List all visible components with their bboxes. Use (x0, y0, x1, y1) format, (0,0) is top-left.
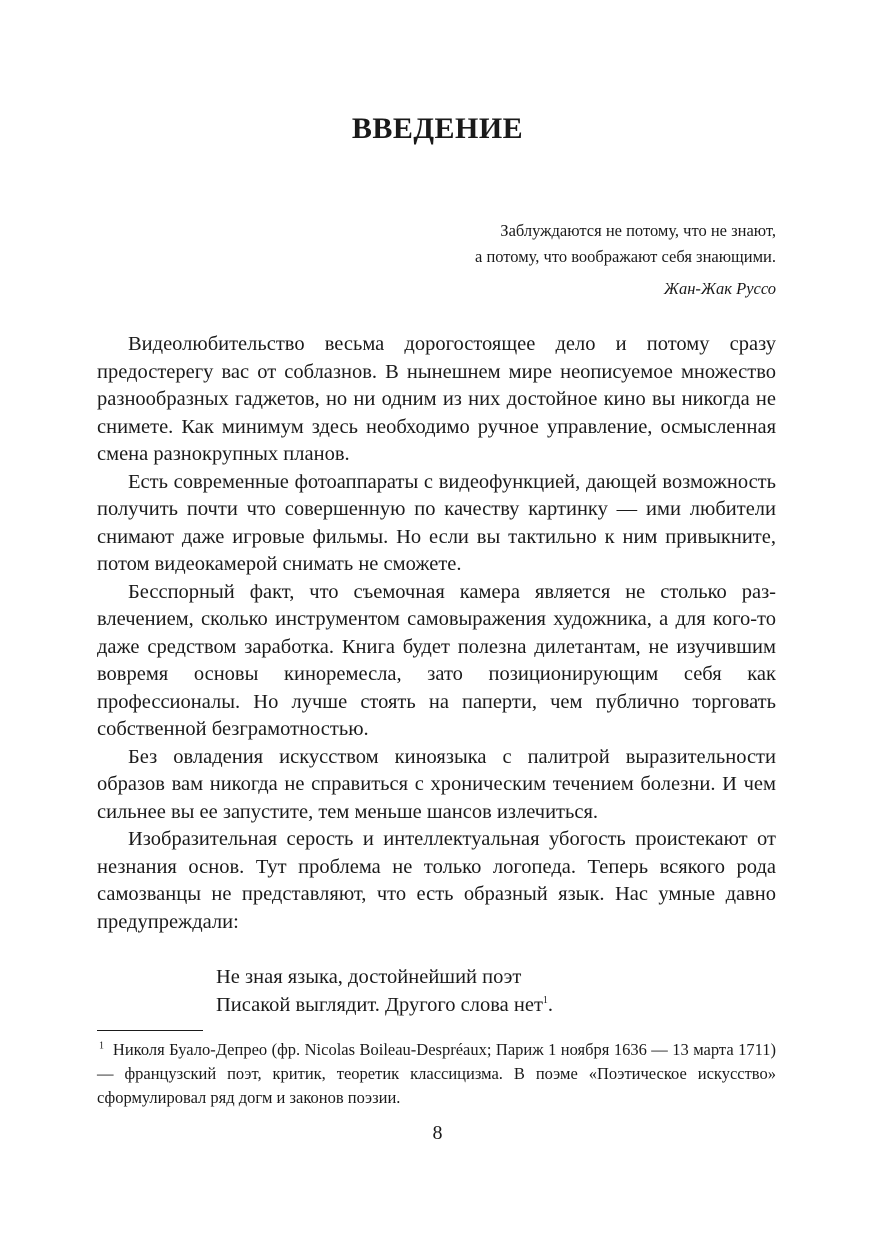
chapter-title: ВВЕДЕНИЕ (351, 112, 524, 145)
footnote (97, 1038, 776, 1110)
verse-line-1: Не зная языка, достойнейший поэт (216, 966, 522, 988)
page-number: 8 (432, 1122, 443, 1144)
verse-quote (216, 963, 553, 1019)
verse-line-2: Писакой выглядит. Другого слова нет$^1$. (216, 994, 554, 1016)
paragraph: Видеолюбительство весьма дорогостоящее дело и потому сразу предостерегу вас от соблазнов. В нынешнем мире неописуемое множество разнообразных гаджетов, но ни одним из них достойное кино вы никогда не снимете. Как минимум здесь необходимо ручное управление, осмысленная смена разнокрупных планов. (97, 333, 776, 465)
paragraph: Изобразительная серость и интеллектуальная убогость проистекают от незнания основ. Тут проблема не только логопеда. Теперь всякого рода самозванцы не представляют, что есть образный язык. Нас умные давно предупреждали: (97, 828, 776, 933)
paragraph: Без овладения искусством киноязыка с палитрой выразительности образов вам никогда не справиться с хроническим течением болезни. И чем сильнее вы ее запустите, тем меньше шансов излечиться. (97, 745, 776, 823)
paragraph: Есть современные фотоаппараты с видеофункцией, дающей возможность получить почти что совершенную по качеству картинку — ими любители снимают даже игровые фильмы. Но если вы тактильно к ним привыкните, потом видеокамерой снимать не сможете. (97, 470, 776, 575)
epigraph-line-1: Заблуждаются не потому, что не знают, (500, 221, 776, 240)
body-text (97, 331, 776, 936)
footnote-marker: 1 (99, 1040, 104, 1052)
paragraph: Бесспорный факт, что съемочная камера является не столько развлечением, сколько инструментом самовыражения художника, а для кого-то даже средством заработка. Книга будет полезна дилетантам, не изучившим вовремя основы кинoремесла, зато позиционирующим себя как профессионалы. Но лучше стоять на паперти, чем публично торговать собственной безграмотностью. (97, 580, 776, 740)
epigraph-line-2: а потому, что воображают себя знающими. (475, 247, 776, 266)
epigraph (316, 218, 776, 302)
epigraph-author: Жан-Жак Руссо (663, 279, 776, 298)
verse-line-2-text: Писакой выглядит. Другого слова нет (216, 994, 543, 1016)
footnote-divider (97, 1030, 203, 1031)
footnote-text: Николя Буало-Депрео (фр. Nicolas Boileau-Despréaux; Париж 1 ноября 1636 — 13 марта 1711) — французский поэт, критик, теоретик классицизма. В поэме «Поэтическое искусство» сформулировал ряд догм и законов поэзии. (97, 1040, 776, 1107)
footnote-reference[interactable]: 1 (542, 995, 548, 1007)
